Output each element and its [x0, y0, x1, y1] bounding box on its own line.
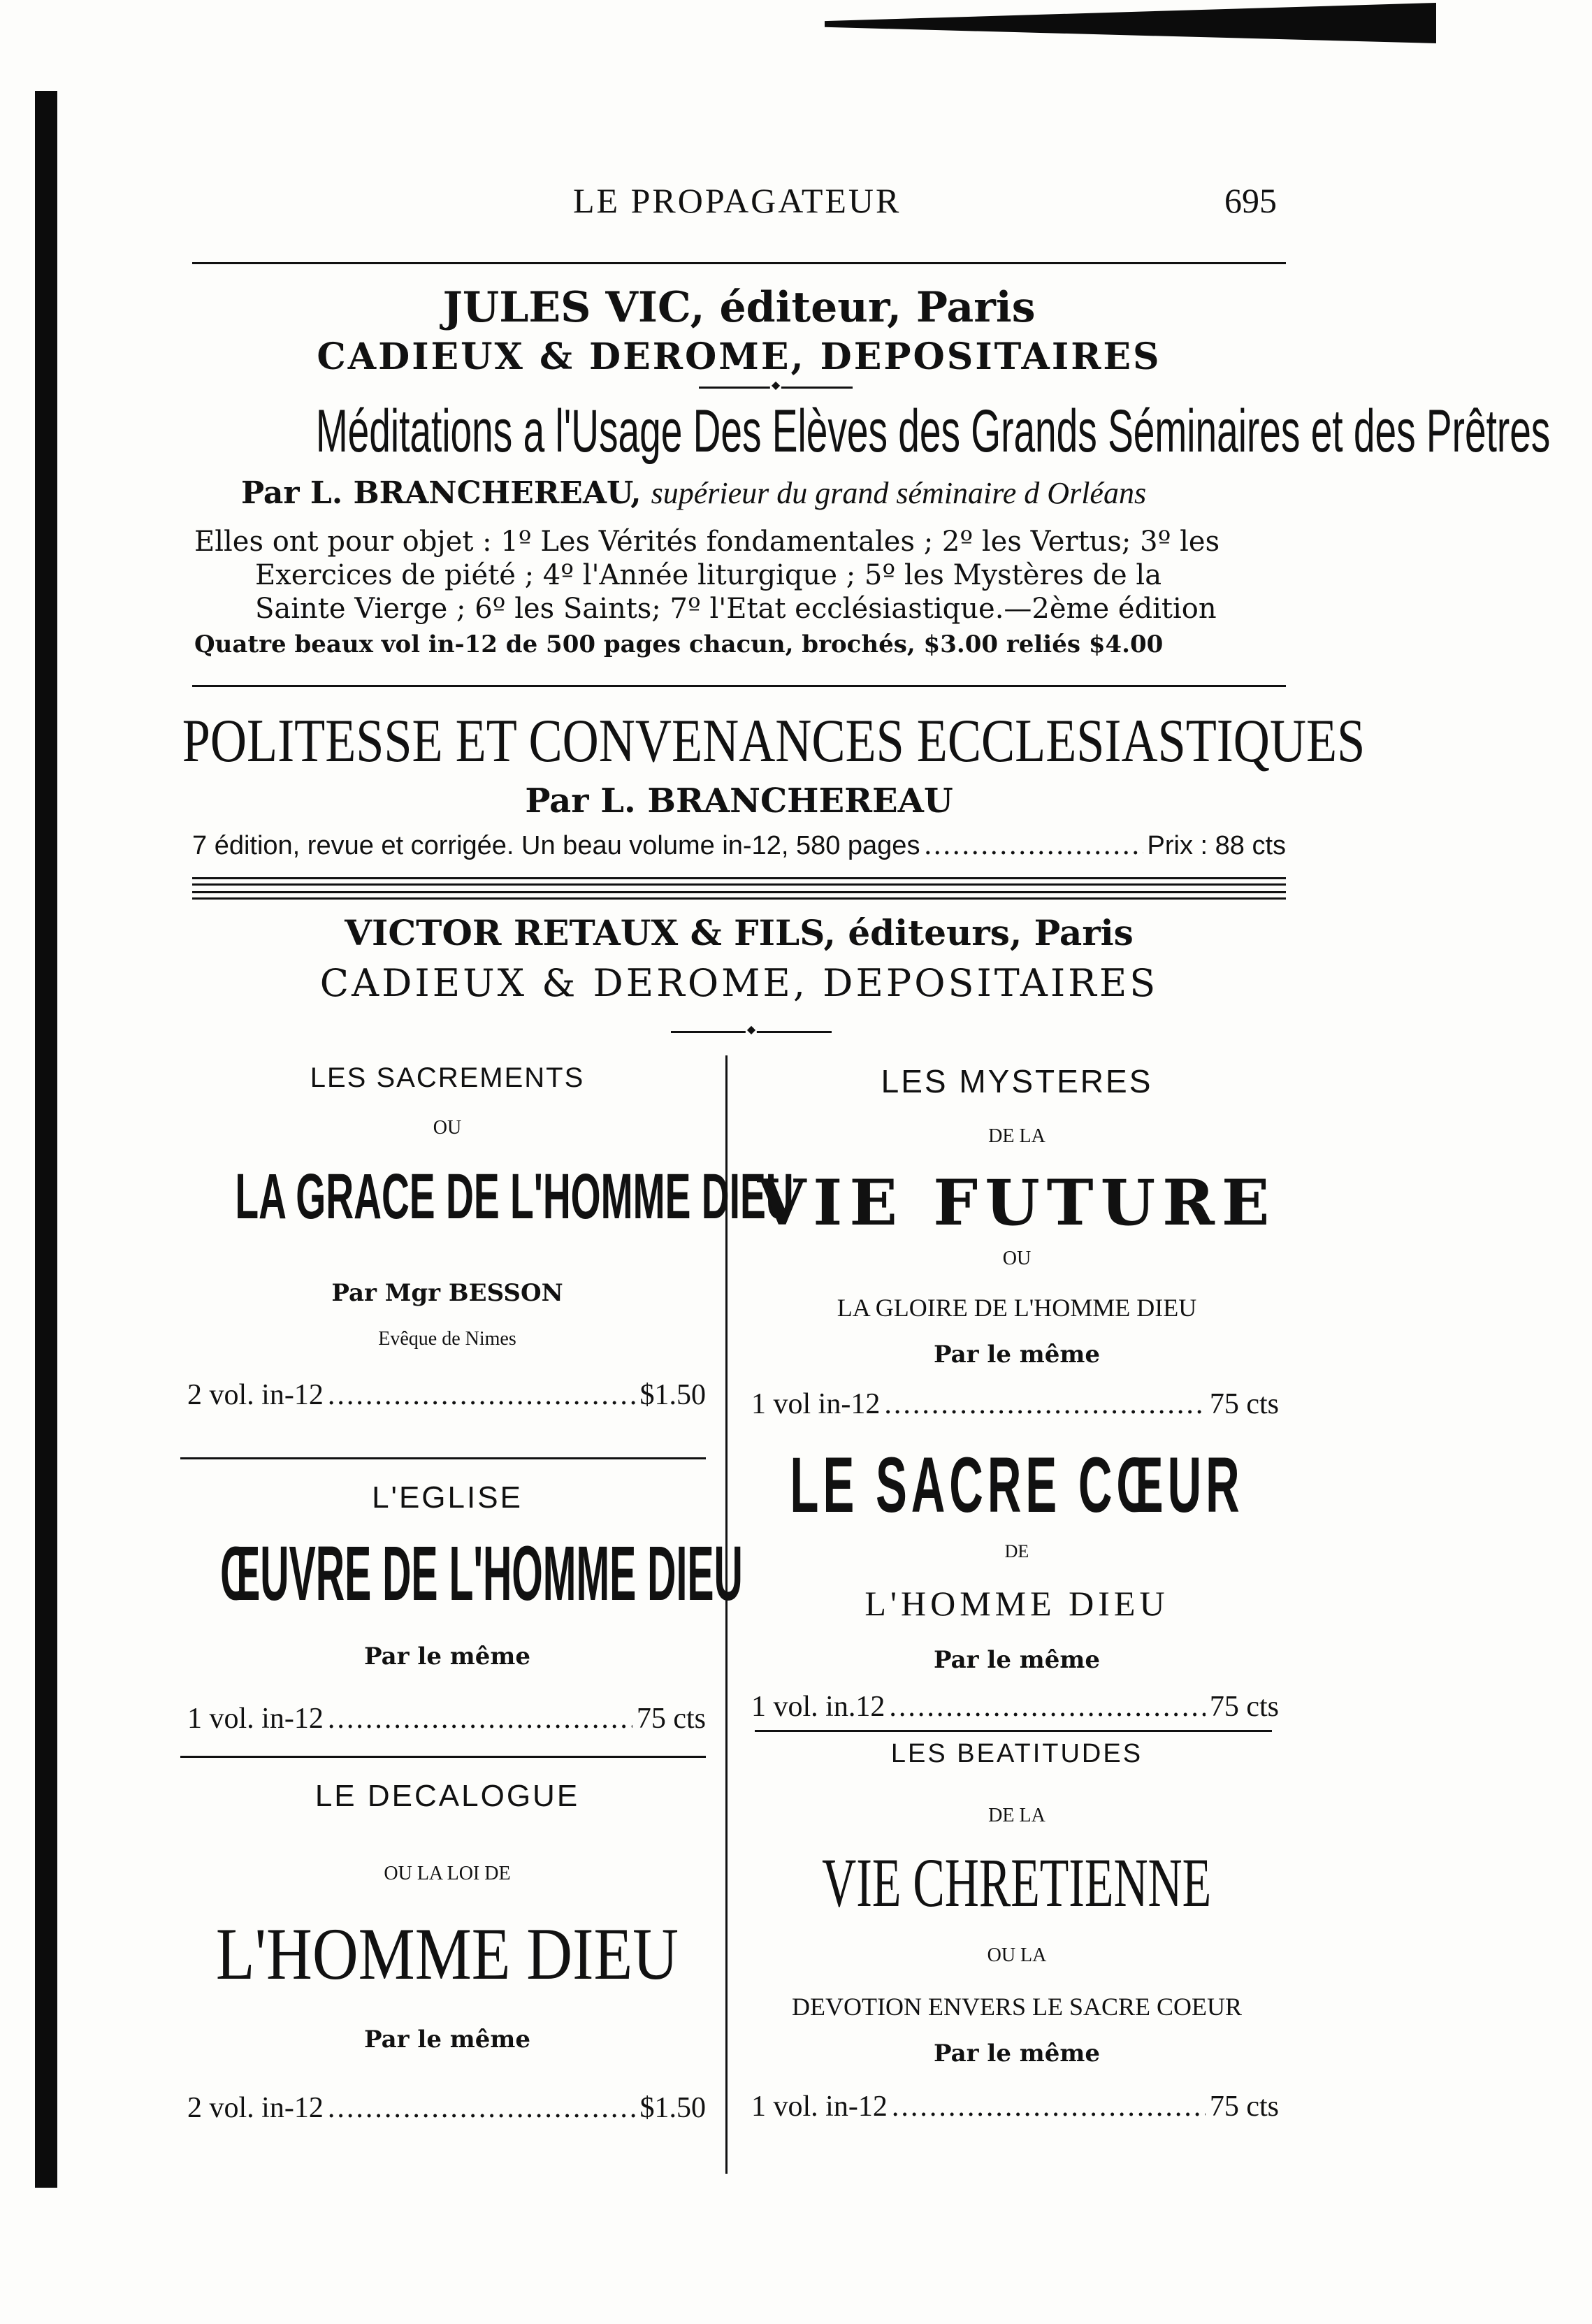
right-item3-title-text: VIE CHRETIENNE	[822, 1844, 1212, 1921]
ad1-rule	[192, 685, 1286, 687]
ad1-book-title-text: Méditations a l'Usage Des Elèves des Grands Séminaires et des Prêtres	[315, 398, 1551, 465]
page-number: 695	[1224, 181, 1277, 220]
left-item3-title	[189, 1912, 706, 1997]
ad2-title-text: POLITESSE ET CONVENANCES ECCLESIASTIQUES	[182, 707, 1366, 775]
right-item2-connector: DE	[1004, 1541, 1029, 1561]
ad1-depositaires: CADIEUX & DEROME, DEPOSITAIRES	[317, 335, 1162, 378]
ad2-double-rule	[192, 877, 1286, 886]
left-item3-price-line	[187, 2091, 706, 2125]
left-item3-volumes: 2 vol. in-12	[187, 2092, 324, 2124]
running-head-title: LE PROPAGATEUR	[573, 181, 902, 220]
leader-dots	[889, 1690, 1206, 1724]
right-item2-subtitle: L'HOMME DIEU	[864, 1584, 1169, 1623]
leader-dots	[328, 1378, 636, 1412]
ad1-desc-line3: Sainte Vierge ; 6º les Saints; 7º l'Etat ecclésiastique.—2ème édition	[255, 593, 1217, 625]
left-rule-2	[180, 1756, 706, 1758]
left-item2-title	[189, 1529, 743, 1618]
right-item1-price: 75 cts	[1209, 1388, 1279, 1420]
scan-top-smear	[825, 3, 1436, 43]
right-item1-connector: DE LA	[988, 1125, 1045, 1147]
ad1-author-role: supérieur du grand séminaire d Orléans	[651, 476, 1147, 510]
ad1-book-title	[192, 397, 1551, 474]
leader-dots	[328, 1702, 632, 1735]
ad1-publisher: JULES VIC, éditeur, Paris	[442, 283, 1036, 332]
right-item2-author: Par le même	[933, 1646, 1101, 1674]
left-item2-price-line	[187, 1702, 706, 1735]
ad1-author: Par L. BRANCHEREAU,	[241, 475, 642, 511]
scan-left-border	[35, 91, 57, 2188]
ad3-publisher: VICTOR RETAUX & FILS, éditeurs, Paris	[345, 912, 1134, 953]
left-item2-top: L'EGLISE	[372, 1480, 523, 1515]
left-item2-volumes: 1 vol. in-12	[187, 1703, 324, 1735]
left-item1-title-text: LA GRACE DE L'HOMME DIEU	[235, 1161, 794, 1232]
right-rule-1	[755, 1730, 1272, 1732]
right-item3-top: LES BEATITUDES	[890, 1739, 1143, 1768]
right-item1-top: LES MYSTERES	[881, 1063, 1153, 1099]
left-item2-price: 75 cts	[636, 1703, 706, 1735]
ad1-desc-line1: Elles ont pour objet : 1º Les Vérités fondamentales ; 2º les Vertus; 3º les	[194, 526, 1220, 558]
ad2-edition-price	[192, 828, 1286, 862]
right-item3-connector2: OU LA	[987, 1944, 1047, 1966]
leader-dots	[892, 2090, 1206, 2123]
left-item1-author: Par Mgr BESSON	[331, 1279, 563, 1307]
left-item1-top: LES SACREMENTS	[310, 1062, 585, 1093]
right-item1-volumes: 1 vol in-12	[751, 1388, 881, 1420]
right-item2-title	[748, 1440, 1286, 1530]
left-item3-connector: OU LA LOI DE	[384, 1863, 511, 1884]
right-item3-volumes: 1 vol. in-12	[751, 2091, 888, 2123]
left-item1-connector: OU	[433, 1117, 462, 1139]
left-item3-title-text: L'HOMME DIEU	[215, 1913, 679, 1995]
right-item2-price: 75 cts	[1209, 1691, 1279, 1723]
ad2-price: Prix : 88 cts	[1147, 831, 1286, 860]
left-item1-price: $1.50	[639, 1379, 706, 1411]
right-item3-title	[748, 1842, 1286, 1923]
ornament	[699, 387, 853, 389]
right-item2-title-text: LE SACRE CŒUR	[790, 1441, 1244, 1529]
right-item1-title: VIE FUTURE	[757, 1166, 1277, 1240]
left-item2-title-text: ŒUVRE DE L'HOMME DIEU	[220, 1531, 743, 1617]
left-item1-title	[189, 1160, 794, 1234]
ad1-desc-line2: Exercices de piété ; 4º l'Année liturgique ; 5º les Mystères de la	[255, 559, 1162, 591]
left-rule-1	[180, 1457, 706, 1459]
right-item3-price: 75 cts	[1209, 2091, 1279, 2123]
ad2-title	[182, 706, 1366, 777]
left-item3-top: LE DECALOGUE	[314, 1779, 580, 1813]
leader-dots	[328, 2091, 636, 2125]
ornament	[671, 1031, 832, 1033]
ad2-edition: 7 édition, revue et corrigée. Un beau volume in-12, 580 pages	[192, 831, 920, 860]
right-item1-subtitle: LA GLOIRE DE L'HOMME DIEU	[837, 1294, 1197, 1322]
right-item3-connector: DE LA	[988, 1805, 1045, 1826]
right-item1-author: Par le même	[933, 1341, 1101, 1369]
ad2-author: Par L. BRANCHEREAU	[525, 781, 953, 821]
left-item1-note: Evêque de Nimes	[378, 1328, 516, 1350]
left-item3-author: Par le même	[363, 2026, 531, 2054]
right-item1-connector2: OU	[1002, 1248, 1032, 1269]
ad1-format-price: Quatre beaux vol in-12 de 500 pages chacun, brochés, $3.00 reliés $4.00	[194, 630, 1164, 658]
right-item3-price-line	[751, 2090, 1279, 2123]
left-item1-price-line	[187, 1378, 706, 1412]
leader-dots	[924, 828, 1143, 862]
left-item2-author: Par le même	[363, 1643, 531, 1670]
right-item2-volumes: 1 vol. in.12	[751, 1691, 885, 1723]
leader-dots	[884, 1387, 1206, 1421]
ad2-double-rule-2	[192, 891, 1286, 900]
right-item3-author: Par le même	[933, 2040, 1101, 2067]
ad1-author-line	[241, 475, 1146, 511]
left-item1-volumes: 2 vol. in-12	[187, 1379, 324, 1411]
right-item1-price-line	[751, 1387, 1279, 1421]
left-item3-price: $1.50	[639, 2092, 706, 2124]
right-item2-price-line	[751, 1690, 1279, 1724]
right-item3-subtitle: DEVOTION ENVERS LE SACRE COEUR	[792, 1993, 1242, 2021]
header-rule	[192, 262, 1286, 264]
ad3-depositaires: CADIEUX & DEROME, DEPOSITAIRES	[319, 961, 1159, 1005]
